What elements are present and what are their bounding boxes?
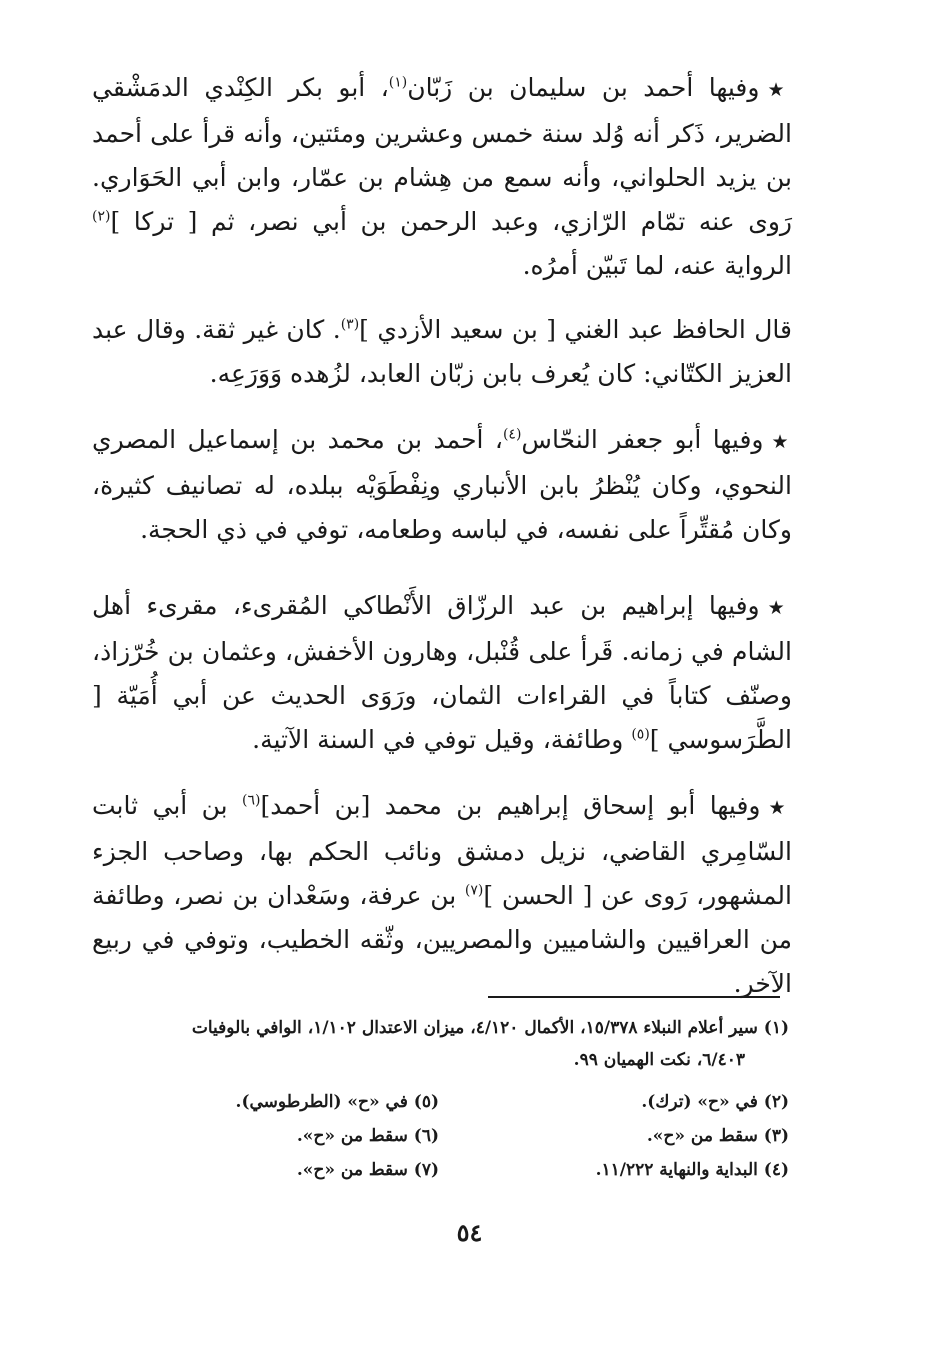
entry-text: وطائفة، وقيل توفي في السنة الآتية. (252, 725, 632, 754)
entry-text: وفيها أبو إسحاق إبراهيم بن محمد [بن أحمد] (260, 791, 761, 820)
footnote-6: (٦) سقط من «ح». (296, 1126, 439, 1146)
entry-text: وفيها أبو جعفر النحّاس (521, 425, 764, 454)
footnote-ref: (١) (388, 74, 408, 91)
footnote-ref: (٤) (502, 426, 522, 443)
entry-text: وفيها إبراهيم بن عبد الرزّاق الأَنْطاكي المُقرىء، مقرىء أهل الشام في زمانه. قَرأ على قُنْبل، وهارون الأخفش، وعثمان بن خُرّزاذ، وصنّف كتاباً في القراءات الثمان، ورَوَى الحديث عن أبي أُمَيّة [ الطَّرَسوسي ] (92, 591, 792, 754)
entry-ibrahim-al-antaki (92, 584, 792, 762)
footnote-ref: (٧) (464, 882, 484, 899)
star-marker: ★ (768, 797, 792, 819)
entry-ahmad-ibn-sulayman (92, 66, 792, 288)
star-marker: ★ (767, 79, 792, 101)
footnote-1: (١) سير أعلام النبلاء ١٥/٣٧٨، الأكمال ٤/١٢٠، ميزان الاعتدال ١/١٠٢، الوافي بالوفيات (191, 1018, 789, 1038)
entry-text: ، أحمد بن محمد بن إسماعيل المصري النحوي، وكان يُنْظرُ بابن الأنباري ونِفْطَوَيْه ببلده، له تصانيف كثيرة، وكان مُقتِّراً على نفسه، في لباسه وطعامه، توفي في ذي الحجة. (92, 425, 792, 544)
entry-text: قال الحافظ عبد الغني [ بن سعيد الأزدي ] (359, 315, 792, 344)
footnote-4: (٤) البداية والنهاية ١١/٢٢٢. (595, 1160, 789, 1180)
entry-abd-al-ghani-quote (92, 308, 792, 396)
entry-abu-jafar-al-nahhas (92, 418, 792, 552)
page-number: ٥٤ (456, 1218, 483, 1247)
footnote-ref: (٢) (92, 208, 111, 225)
entry-abu-ishaq-al-samiri (92, 784, 792, 1006)
entry-text: الرواية عنه، لما تَبيّن أمرُه. (522, 251, 792, 280)
entry-text: بن عرفة، وسَعْدان بن نصر، وطائفة من العراقيين والشاميين والمصريين، وثّقه الخطيب، وتوفي في ربيع الآخر. (92, 881, 792, 998)
footnote-ref: (٦) (242, 792, 261, 809)
footnote-5: (٥) في «ح» (الطرطوسي). (235, 1092, 439, 1112)
footnote-ref: (٥) (631, 726, 650, 743)
footnote-1-continued: ٦/٤٠٣، نكت الهميان ٩٩. (573, 1050, 745, 1070)
footnote-3: (٣) سقط من «ح». (646, 1126, 789, 1146)
entry-text: ، أبو بكر الكِنْدي الدمَشْقي الضرير، ذَكر أنه وُلد سنة خمس وعشرين ومئتين، وأنه قرأ على أحمد بن يزيد الحلواني، وأنه سمع من هِشام بن عمّار، وابن أبي الحَوَاري. رَوى عنه تمّام الرّازي، وعبد الرحمن بن أبي نصر، ثم [ تركا ] (92, 73, 792, 236)
entry-text: . كان غير ثقة. وقال عبد العزيز الكتّاني: كان يُعرف بابن زبّان العابد، لزُهده وَوَرَعِه. (92, 315, 792, 388)
footnote-2: (٢) في «ح» (ترك). (641, 1092, 789, 1112)
star-marker: ★ (771, 431, 792, 453)
footnote-ref: (٣) (340, 316, 360, 333)
star-marker: ★ (767, 597, 792, 619)
footnote-separator (488, 996, 780, 998)
entry-text: وفيها أحمد بن سليمان بن زَبّان (407, 73, 760, 102)
entry-text: بن أبي ثابت السّامِري القاضي، نزيل دمشق ونائب الحكم بها، وصاحب الجزء المشهور، رَوى عن [ الحسن ] (92, 791, 792, 910)
footnote-7: (٧) سقط من «ح». (296, 1160, 439, 1180)
